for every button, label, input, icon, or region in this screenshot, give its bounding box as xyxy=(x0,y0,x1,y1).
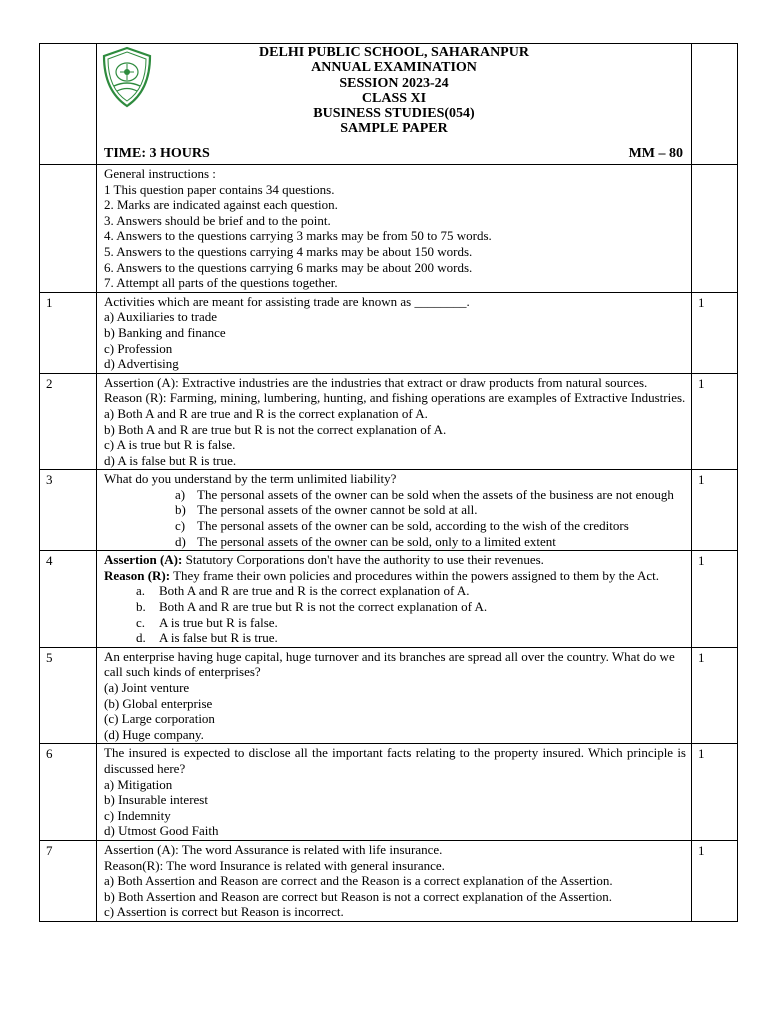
question-row-6 xyxy=(40,744,738,841)
header-title-block xyxy=(97,45,691,137)
instructions-marks-cell xyxy=(692,165,738,293)
option: b) Banking and finance xyxy=(104,324,226,340)
option: (a) Joint venture xyxy=(104,680,190,695)
question-number: 3 xyxy=(40,470,97,551)
reason-text: Reason (R): Farming, mining, lumbering, hunting, and fishing operations are examples of Extractive Industries. xyxy=(104,390,686,406)
option: a) The personal assets of the owner can be sold when the assets of the business are not enough xyxy=(175,486,674,502)
instructions-num-cell xyxy=(40,165,97,293)
instruction-item: 3. Answers should be brief and to the point. xyxy=(104,212,331,228)
question-content xyxy=(97,373,692,470)
instruction-item: 2. Marks are indicated against each question. xyxy=(104,197,338,213)
question-marks: 1 xyxy=(692,470,738,551)
header-marks-cell xyxy=(692,44,738,165)
assertion-text: Assertion (A): Extractive industries are the industries that extract or draw products from natural sources. xyxy=(104,374,648,390)
question-number: 7 xyxy=(40,840,97,921)
option: d) Advertising xyxy=(104,356,179,372)
question-marks: 1 xyxy=(692,373,738,470)
exam-title: ANNUAL EXAMINATION xyxy=(311,60,477,76)
question-number: 5 xyxy=(40,647,97,744)
question-paper xyxy=(39,43,724,922)
instruction-item: 7. Attempt all parts of the questions together. xyxy=(104,275,338,291)
question-row-3 xyxy=(40,470,738,551)
option: b) Insurable interest xyxy=(104,792,208,808)
header-row xyxy=(40,44,738,165)
option-list xyxy=(104,487,686,549)
question-number: 2 xyxy=(40,373,97,470)
question-marks: 1 xyxy=(692,744,738,841)
question-row-7 xyxy=(40,840,738,921)
instructions-row xyxy=(40,165,738,293)
option-list xyxy=(104,583,686,645)
option: c) A is true but R is false. xyxy=(104,437,236,453)
question-number: 4 xyxy=(40,551,97,648)
option: d. A is false but R is true. xyxy=(136,630,278,646)
instruction-item: 4. Answers to the questions carrying 3 marks may be from 50 to 75 words. xyxy=(104,228,492,244)
question-content xyxy=(97,470,692,551)
time-allowed: TIME: 3 HOURS xyxy=(104,146,210,161)
question-content xyxy=(97,744,692,841)
option: a) Both Assertion and Reason are correct and the Reason is a correct explanation of the Assertion. xyxy=(104,873,613,889)
option: b) The personal assets of the owner cannot be sold at all. xyxy=(175,502,478,518)
class-name: CLASS XI xyxy=(361,90,427,106)
subject: BUSINESS STUDIES(054) xyxy=(313,106,475,122)
question-text: Activities which are meant for assisting trade are known as ________. xyxy=(104,293,470,309)
question-marks: 1 xyxy=(692,551,738,648)
option: a) Auxiliaries to trade xyxy=(104,309,217,325)
option: b) Both Assertion and Reason are correct but Reason is not a correct explanation of the Assertion. xyxy=(104,888,612,904)
question-content xyxy=(97,292,692,373)
option: (c) Large corporation xyxy=(104,711,215,727)
question-marks: 1 xyxy=(692,647,738,744)
option: c) Assertion is correct but Reason is incorrect. xyxy=(104,904,344,920)
reason-text: Reason (R): They frame their own policies and procedures within the powers assigned to them by the Act. xyxy=(104,567,660,583)
question-marks: 1 xyxy=(692,292,738,373)
instructions-title: General instructions : xyxy=(104,166,216,181)
instruction-item: 5. Answers to the questions carrying 4 marks may be about 150 words. xyxy=(104,243,473,259)
time-marks-row xyxy=(104,146,687,162)
session: SESSION 2023-24 xyxy=(339,75,449,91)
question-marks: 1 xyxy=(692,840,738,921)
question-text: What do you understand by the term unlimited liability? xyxy=(104,471,397,487)
max-marks: MM – 80 xyxy=(628,146,683,161)
assertion-text: Assertion (A): Statutory Corporations don't have the authority to use their revenues. xyxy=(104,552,544,568)
question-content xyxy=(97,647,692,744)
option: b) Both A and R are true but R is not the correct explanation of A. xyxy=(104,421,447,437)
instructions-cell xyxy=(97,165,692,293)
question-row-1 xyxy=(40,292,738,373)
question-text: The insured is expected to disclose all the important facts relating to the property insured. Which principle is discussed here? xyxy=(104,745,686,776)
option: a. Both A and R are true and R is the correct explanation of A. xyxy=(136,583,470,599)
option: c) Indemnity xyxy=(104,807,171,823)
option: (b) Global enterprise xyxy=(104,695,213,711)
question-content xyxy=(97,551,692,648)
instruction-item: 6. Answers to the questions carrying 6 marks may be about 200 words. xyxy=(104,259,473,275)
question-row-4 xyxy=(40,551,738,648)
option: d) A is false but R is true. xyxy=(104,452,237,468)
assertion-text: Assertion (A): The word Assurance is related with life insurance. xyxy=(104,841,443,857)
question-row-5 xyxy=(40,647,738,744)
header-num-cell xyxy=(40,44,97,165)
option: (d) Huge company. xyxy=(104,726,204,742)
reason-text: Reason(R): The word Insurance is related with general insurance. xyxy=(104,857,445,873)
option: c. A is true but R is false. xyxy=(136,614,278,630)
paper-table xyxy=(39,43,738,922)
option: a) Both A and R are true and R is the correct explanation of A. xyxy=(104,405,428,421)
question-number: 6 xyxy=(40,744,97,841)
option: c) The personal assets of the owner can be sold, according to the wish of the creditors xyxy=(175,518,629,534)
option: c) Profession xyxy=(104,340,173,356)
question-row-2 xyxy=(40,373,738,470)
option: d) The personal assets of the owner can be sold, only to a limited extent xyxy=(175,533,556,549)
paper-type: SAMPLE PAPER xyxy=(340,121,448,137)
question-content xyxy=(97,840,692,921)
header-cell xyxy=(97,44,692,165)
question-number: 1 xyxy=(40,292,97,373)
question-text: An enterprise having huge capital, huge turnover and its branches are spread all over the country. What do we call such kinds of enterprises? xyxy=(104,648,675,680)
school-name: DELHI PUBLIC SCHOOL, SAHARANPUR xyxy=(259,45,529,60)
option: a) Mitigation xyxy=(104,776,173,792)
option: b. Both A and R are true but R is not the correct explanation of A. xyxy=(136,599,488,615)
instruction-item: 1 This question paper contains 34 questions. xyxy=(104,181,335,197)
option: d) Utmost Good Faith xyxy=(104,823,219,839)
